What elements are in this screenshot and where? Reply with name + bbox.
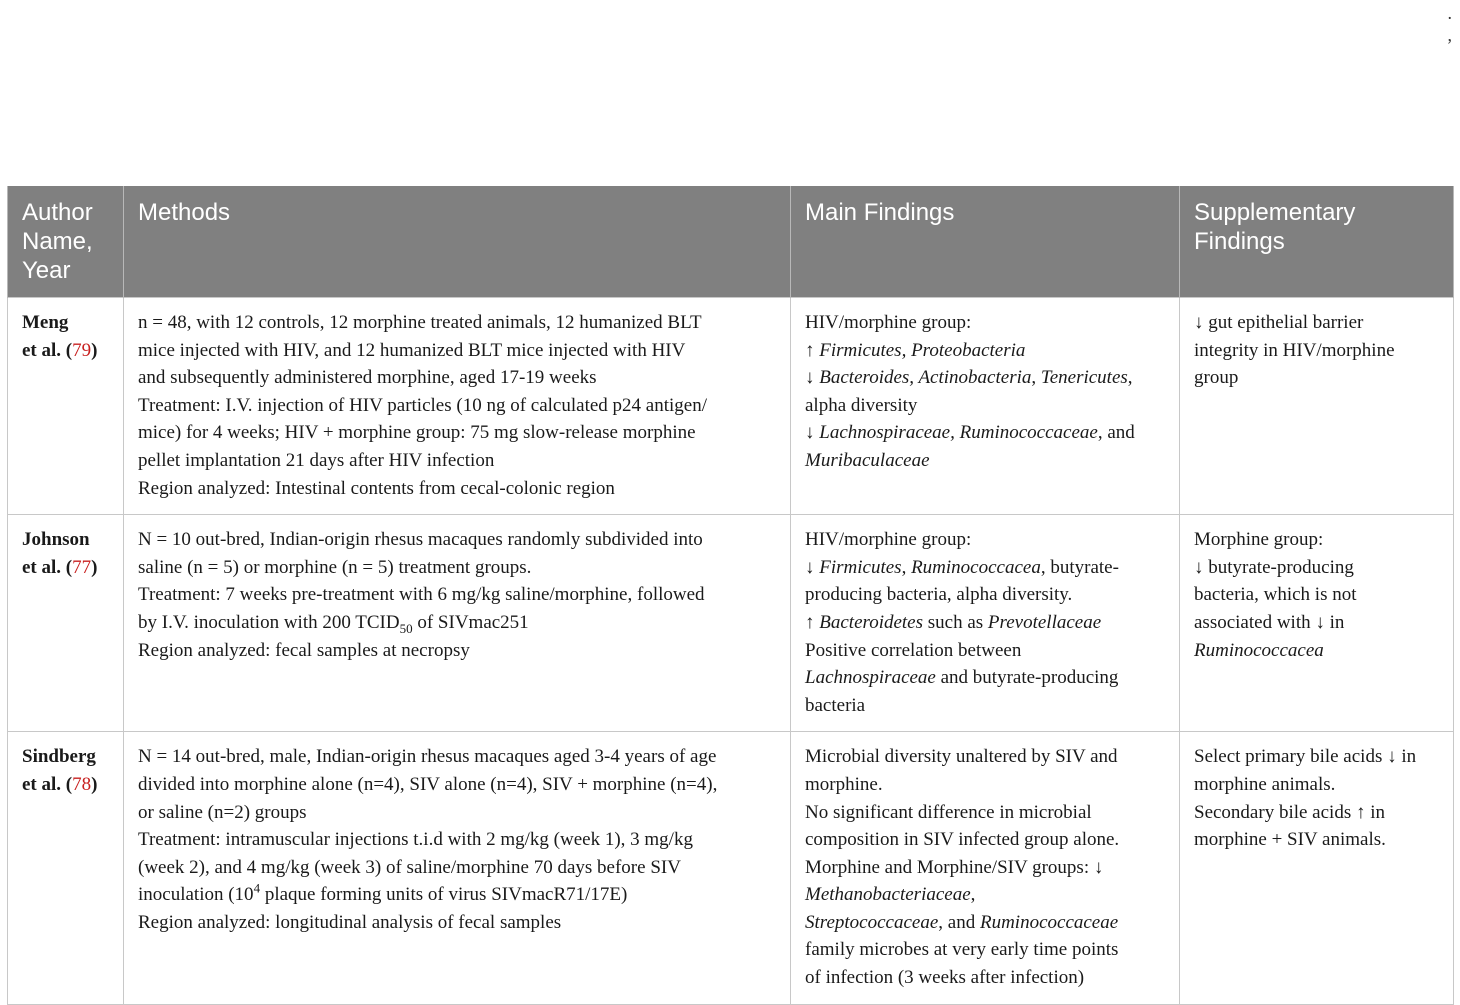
- findings-line: [805, 909, 1165, 937]
- taxon-name: Firmicutes: [819, 556, 902, 578]
- author-cell: [8, 515, 124, 732]
- methods-line: pellet implantation 21 days after HIV infection: [138, 449, 495, 471]
- methods-text: by I.V. inoculation with 200 TCID: [138, 611, 400, 633]
- header-main-findings: Main Findings: [791, 186, 1180, 298]
- taxon-name: Lachnospiraceae, Ruminococcaceae: [819, 422, 1098, 444]
- methods-line: Treatment: I.V. injection of HIV particles (10 ng of calculated p24 antigen/: [138, 394, 707, 416]
- methods-line: mice injected with HIV, and 12 humanized BLT mice injected with HIV: [138, 339, 686, 361]
- taxon-name: Bacteroidetes: [819, 611, 924, 633]
- author-etal: [22, 337, 109, 365]
- methods-line: [138, 609, 776, 637]
- author-etal: [22, 771, 109, 799]
- findings-line: composition in SIV infected group alone.: [805, 829, 1120, 851]
- table-row: [8, 515, 1454, 732]
- corner-mark-comma: ,: [1447, 25, 1452, 45]
- methods-line: saline (n = 5) or morphine (n = 5) treatment groups.: [138, 556, 532, 578]
- reference-link[interactable]: 77: [72, 556, 92, 578]
- separator-text: ,: [1031, 367, 1041, 389]
- supplementary-findings-cell: [1180, 298, 1454, 515]
- supplementary-line: integrity in HIV/morphine: [1194, 339, 1395, 361]
- header-author: Author Name, Year: [8, 186, 124, 298]
- author-etal-text: et al. (: [22, 773, 73, 795]
- findings-text: such as: [923, 611, 988, 633]
- taxon-name: Firmicutes, Proteobacteria: [819, 339, 1026, 361]
- taxon-name: Ruminococcacea: [1194, 639, 1324, 661]
- separator-text: ,: [901, 556, 912, 578]
- superscript-text: 4: [253, 880, 261, 896]
- methods-line: Region analyzed: Intestinal contents from cecal-colonic region: [138, 477, 615, 499]
- methods-text: of SIVmac251: [412, 611, 529, 633]
- methods-cell: [124, 515, 791, 732]
- methods-line: and subsequently administered morphine, aged 17-19 weeks: [138, 367, 597, 389]
- methods-line: Treatment: 7 weeks pre-treatment with 6 mg/kg saline/morphine, followed: [138, 584, 705, 606]
- taxon-name: Lachnospiraceae: [805, 667, 936, 689]
- findings-line: [805, 881, 1165, 909]
- methods-line: N = 14 out-bred, male, Indian-origin rhesus macaques aged 3-4 years of age: [138, 746, 717, 768]
- findings-line: HIV/morphine group:: [805, 529, 972, 551]
- findings-line: [805, 447, 1165, 475]
- taxon-name: Ruminococcacea: [911, 556, 1041, 578]
- supplementary-line: bacteria, which is not: [1194, 584, 1357, 606]
- methods-line: Region analyzed: longitudinal analysis of fecal samples: [138, 911, 562, 933]
- main-findings-cell: [791, 515, 1180, 732]
- arrow-text: ↑: [805, 339, 820, 361]
- reference-link[interactable]: 79: [72, 339, 92, 361]
- methods-line: N = 10 out-bred, Indian-origin rhesus macaques randomly subdivided into: [138, 529, 703, 551]
- methods-cell: [124, 732, 791, 1004]
- supplementary-line: Select primary bile acids ↓ in: [1194, 746, 1417, 768]
- main-findings-cell: [791, 732, 1180, 1004]
- supplementary-findings-cell: [1180, 515, 1454, 732]
- author-etal-text: et al. (: [22, 556, 73, 578]
- findings-line: No significant difference in microbial: [805, 801, 1092, 823]
- header-methods: Methods: [124, 186, 791, 298]
- findings-line: Positive correlation between: [805, 639, 1022, 661]
- supplementary-line: [1194, 637, 1439, 665]
- separator-text: ,: [1127, 367, 1133, 389]
- supplementary-line: morphine + SIV animals.: [1194, 829, 1386, 851]
- findings-line: bacteria: [805, 694, 866, 716]
- methods-line: Treatment: intramuscular injections t.i.d with 2 mg/kg (week 1), 3 mg/kg: [138, 829, 693, 851]
- findings-line: producing bacteria, alpha diversity.: [805, 584, 1073, 606]
- corner-marks: [1448, 2, 1453, 46]
- supplementary-line: ↓ gut epithelial barrier: [1194, 312, 1364, 333]
- author-name: Johnson: [22, 529, 90, 551]
- methods-line: (week 2), and 4 mg/kg (week 3) of saline/morphine 70 days before SIV: [138, 856, 681, 878]
- methods-cell: [124, 298, 791, 515]
- table-header: [8, 186, 1454, 298]
- findings-line: morphine.: [805, 773, 883, 795]
- header-supplementary-findings: Supplementary Findings: [1180, 186, 1454, 298]
- taxon-name: Streptococcaceae: [805, 911, 939, 933]
- subscript-text: 50: [399, 620, 413, 636]
- taxon-name: Tenericutes: [1040, 367, 1128, 389]
- findings-line: [805, 419, 1165, 447]
- supplementary-findings-cell: [1180, 732, 1454, 1004]
- supplementary-line: ↓ butyrate-producing: [1194, 556, 1354, 578]
- supplementary-line: group: [1194, 367, 1239, 389]
- methods-line: divided into morphine alone (n=4), SIV alone (n=4), SIV + morphine (n=4),: [138, 773, 718, 795]
- arrow-text: ↓: [805, 367, 820, 389]
- taxon-name: Ruminococcaceae: [979, 911, 1119, 933]
- taxon-name: Methanobacteriaceae: [805, 884, 971, 906]
- findings-line: of infection (3 weeks after infection): [805, 967, 1085, 989]
- main-findings-cell: [791, 298, 1180, 515]
- header-row: [8, 186, 1454, 298]
- methods-line: n = 48, with 12 controls, 12 morphine treated animals, 12 humanized BLT: [138, 312, 702, 333]
- taxon-name: Prevotellaceae: [987, 611, 1102, 633]
- author-etal-text: et al. (: [22, 339, 73, 361]
- findings-text: , butyrate-: [1040, 556, 1119, 578]
- taxon-name: Muribaculaceae: [805, 449, 930, 471]
- author-name: Meng: [22, 312, 69, 333]
- findings-text: and butyrate-producing: [935, 667, 1119, 689]
- methods-line: [138, 881, 776, 909]
- separator-text: ,: [970, 884, 976, 906]
- author-close: ): [91, 773, 98, 795]
- supplementary-line: Secondary bile acids ↑ in: [1194, 801, 1386, 823]
- methods-line: mice) for 4 weeks; HIV + morphine group: 75 mg slow-release morphine: [138, 422, 696, 444]
- findings-line: HIV/morphine group:: [805, 312, 972, 333]
- author-close: ): [91, 556, 98, 578]
- findings-line: Morphine and Morphine/SIV groups: ↓: [805, 856, 1104, 878]
- methods-text: inoculation (10: [138, 884, 254, 906]
- methods-text: plaque forming units of virus SIVmacR71/17E): [260, 884, 628, 906]
- corner-mark-dot: .: [1447, 3, 1452, 23]
- author-cell: [8, 732, 124, 1004]
- author-close: ): [91, 339, 98, 361]
- table-row: [8, 298, 1454, 515]
- author-name: Sindberg: [22, 746, 96, 768]
- author-cell: [8, 298, 124, 515]
- arrow-text: ↓: [805, 556, 820, 578]
- author-etal: [22, 554, 109, 582]
- supplementary-line: associated with ↓ in: [1194, 611, 1345, 633]
- findings-line: [805, 554, 1165, 582]
- arrow-text: ↓: [805, 422, 820, 444]
- findings-line: [805, 609, 1165, 637]
- taxon-name: Bacteroides, Actinobacteria: [819, 367, 1032, 389]
- findings-line: Microbial diversity unaltered by SIV and: [805, 746, 1118, 768]
- supplementary-line: Morphine group:: [1194, 529, 1324, 551]
- separator-text: , and: [1097, 422, 1135, 444]
- separator-text: , and: [938, 911, 980, 933]
- findings-line: [805, 337, 1165, 365]
- findings-line: [805, 364, 1165, 392]
- studies-table: [7, 186, 1454, 1005]
- arrow-text: ↑: [805, 611, 820, 633]
- methods-line: Region analyzed: fecal samples at necropsy: [138, 639, 470, 661]
- methods-line: or saline (n=2) groups: [138, 801, 307, 823]
- supplementary-line: morphine animals.: [1194, 773, 1336, 795]
- findings-line: family microbes at very early time points: [805, 939, 1119, 961]
- table-row: [8, 732, 1454, 1004]
- reference-link[interactable]: 78: [72, 773, 92, 795]
- findings-line: alpha diversity: [805, 394, 918, 416]
- findings-line: [805, 664, 1165, 692]
